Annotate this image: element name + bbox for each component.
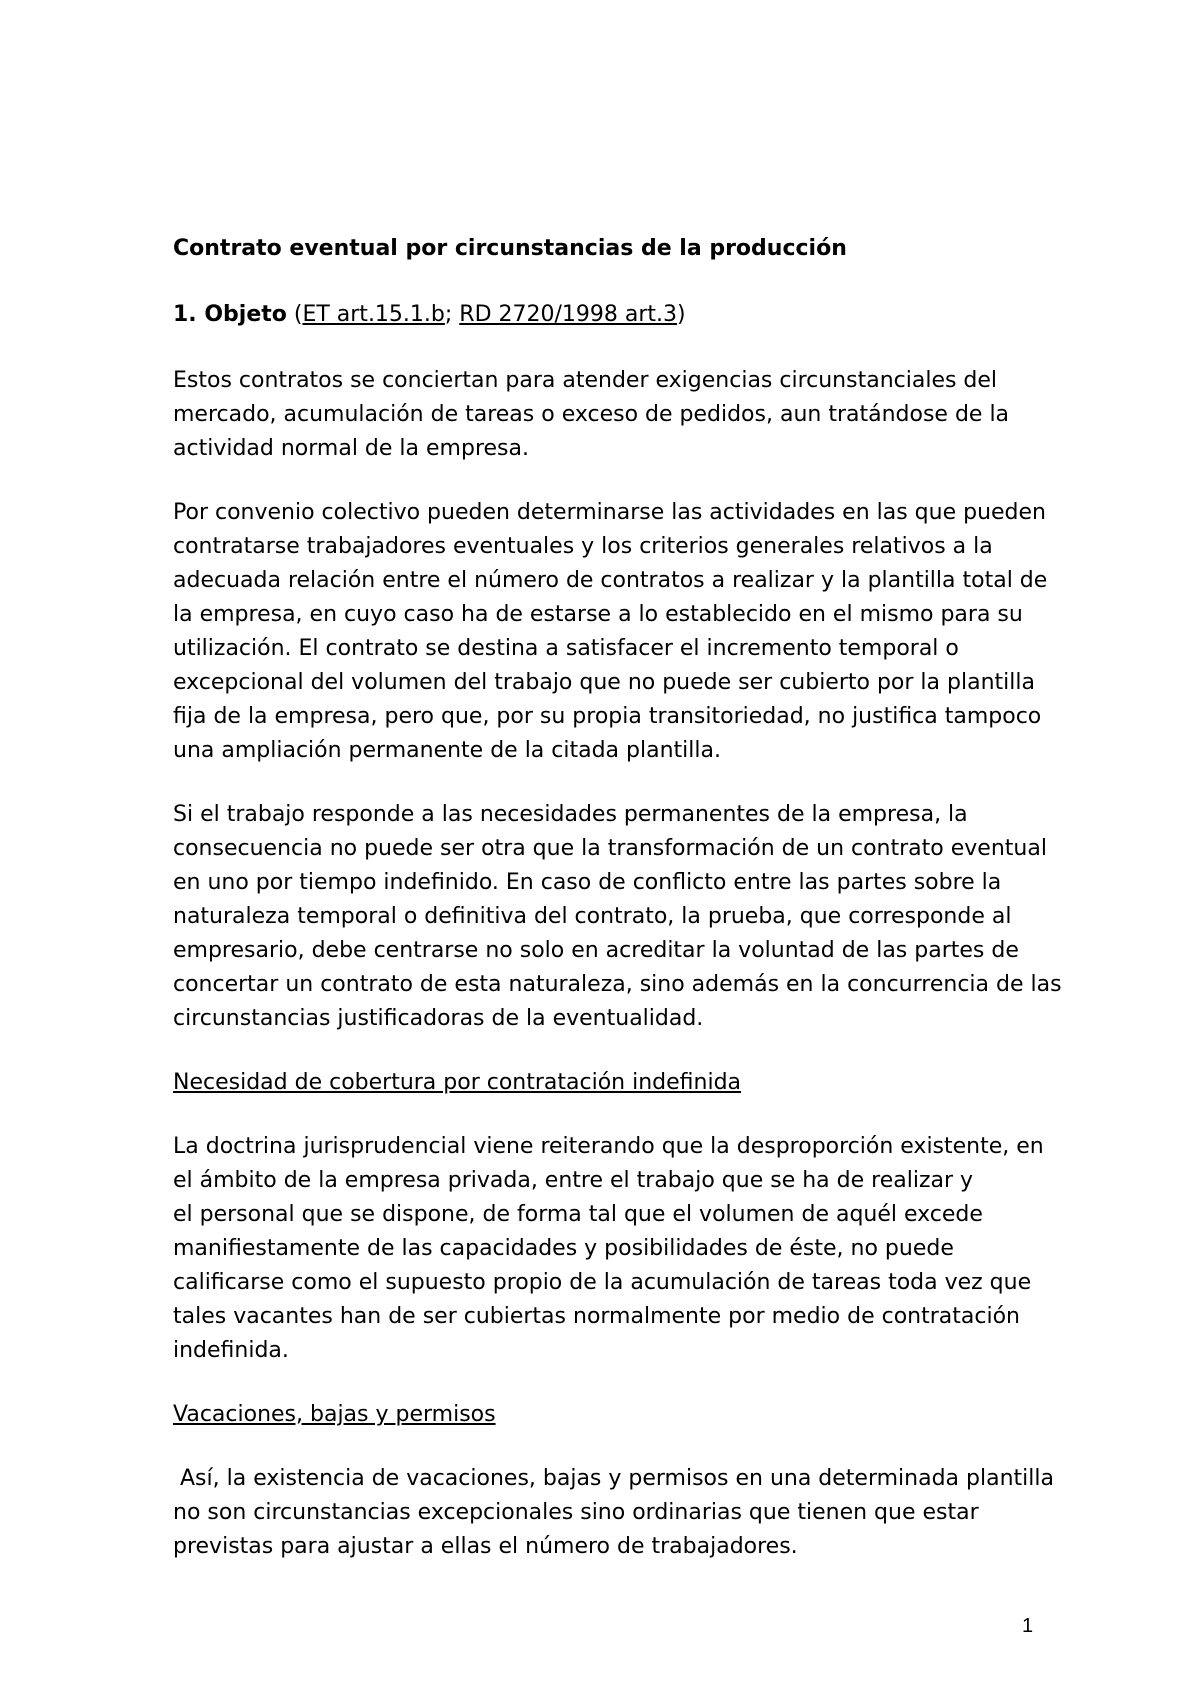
- paragraph-line: La doctrina jurisprudencial viene reiterando que la desproporción existente, en: [173, 1134, 1044, 1159]
- paragraph-line: naturaleza temporal o definitiva del contrato, la prueba, que corresponde al: [173, 904, 1012, 929]
- reference-link-rd[interactable]: RD 2720/1998 art.3: [459, 302, 678, 327]
- section-heading-objeto: [173, 298, 1053, 332]
- subheading-vacaciones: Vacaciones, bajas y permisos: [173, 1402, 496, 1427]
- subheading-cobertura: Necesidad de cobertura por contratación indefinida: [173, 1070, 742, 1095]
- paragraph-line: en uno por tiempo indefinido. En caso de conflicto entre las partes sobre la: [173, 870, 1002, 895]
- paragraph-line: previstas para ajustar a ellas el número de trabajadores.: [173, 1534, 798, 1559]
- reference-link-et[interactable]: ET art.15.1.b: [302, 302, 445, 327]
- paragraph-line: adecuada relación entre el número de contratos a realizar y la plantilla total de: [173, 568, 1048, 593]
- open-paren: (: [286, 302, 303, 327]
- paragraph-line: calificarse como el supuesto propio de la acumulación de tareas toda vez que: [173, 1270, 1032, 1295]
- paragraph-line: Si el trabajo responde a las necesidades permanentes de la empresa, la: [173, 802, 968, 827]
- paragraph-line: Estos contratos se conciertan para atender exigencias circunstanciales del: [173, 368, 998, 393]
- paragraph-line: el ámbito de la empresa privada, entre el trabajo que se ha de realizar y: [173, 1168, 974, 1193]
- paragraph-line: la empresa, en cuyo caso ha de estarse a lo establecido en el mismo para su: [173, 602, 1023, 627]
- paragraph-line: Así, la existencia de vacaciones, bajas y permisos en una determinada plantilla: [173, 1466, 1054, 1491]
- page-number: 1: [1022, 1615, 1034, 1637]
- separator: ;: [444, 302, 460, 327]
- document-title: Contrato eventual por circunstancias de la producción: [173, 236, 847, 261]
- paragraph: [173, 1130, 1053, 1368]
- close-paren: ): [677, 302, 686, 327]
- paragraph-line: una ampliación permanente de la citada plantilla.: [173, 738, 721, 763]
- paragraph-line: consecuencia no puede ser otra que la transformación de un contrato eventual: [173, 836, 1047, 861]
- paragraph: [173, 798, 1062, 1036]
- paragraph-line: circunstancias justificadoras de la eventualidad.: [173, 1006, 704, 1031]
- paragraph-line: concertar un contrato de esta naturaleza, sino además en la concurrencia de las: [173, 972, 1062, 997]
- paragraph-line: no son circunstancias excepcionales sino ordinarias que tienen que estar: [173, 1500, 979, 1525]
- paragraph-line: manifiestamente de las capacidades y posibilidades de éste, no puede: [173, 1236, 954, 1261]
- paragraph: [173, 496, 1053, 768]
- paragraph-line: contratarse trabajadores eventuales y los criterios generales relativos a la: [173, 534, 993, 559]
- section-label: 1. Objeto: [173, 302, 287, 327]
- paragraph-line: actividad normal de la empresa.: [173, 436, 529, 461]
- paragraph: [173, 364, 1053, 466]
- paragraph-line: el personal que se dispone, de forma tal que el volumen de aquél excede: [173, 1202, 983, 1227]
- paragraph-line: empresario, debe centrarse no solo en acreditar la voluntad de las partes de: [173, 938, 1019, 963]
- paragraph: [173, 1462, 1053, 1564]
- paragraph-line: utilización. El contrato se destina a satisfacer el incremento temporal o: [173, 636, 959, 661]
- paragraph-line: excepcional del volumen del trabajo que no puede ser cubierto por la plantilla: [173, 670, 1035, 695]
- paragraph-line: Por convenio colectivo pueden determinarse las actividades en las que pueden: [173, 500, 1046, 525]
- document-body: [173, 232, 1062, 1594]
- paragraph-line: indefinida.: [173, 1338, 289, 1363]
- paragraph-line: fija de la empresa, pero que, por su propia transitoriedad, no justifica tampoco: [173, 704, 1042, 729]
- paragraph-line: tales vacantes han de ser cubiertas normalmente por medio de contratación: [173, 1304, 1020, 1329]
- paragraph-line: mercado, acumulación de tareas o exceso de pedidos, aun tratándose de la: [173, 402, 1010, 427]
